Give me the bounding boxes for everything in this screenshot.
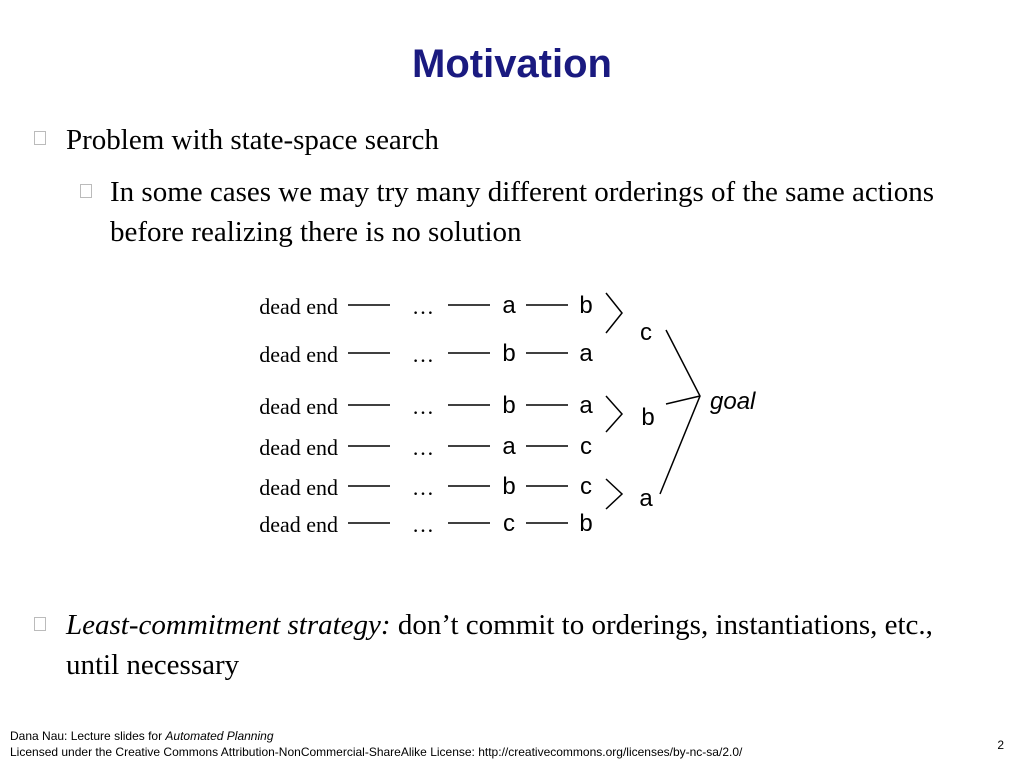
action-label-first: b [502, 473, 516, 500]
bullet-text [66, 605, 934, 685]
merge-label-a: a [639, 485, 653, 512]
bullet-marker-icon [34, 617, 46, 631]
page-number: 2 [997, 738, 1004, 752]
dead-end-label: dead end [259, 512, 338, 537]
footer [10, 728, 742, 760]
ellipsis-label: … [412, 342, 434, 367]
goal-connector [660, 330, 700, 494]
dead-end-label: dead end [259, 394, 338, 419]
dead-end-label: dead end [259, 475, 338, 500]
action-label-second: c [580, 473, 592, 500]
merge-label-b: b [641, 404, 655, 431]
action-label-first: c [503, 510, 515, 537]
goal-connector [666, 396, 700, 404]
ellipsis-label: … [412, 394, 434, 419]
action-label-second: b [579, 292, 593, 319]
goal-label: goal [710, 388, 756, 415]
action-label-second: a [579, 340, 593, 367]
action-label-first: b [502, 392, 516, 419]
bullet-level1-least-commitment [34, 605, 934, 685]
bullet-level2-orderings [80, 172, 1000, 252]
bullet-marker-icon [34, 131, 46, 145]
ellipsis-label: … [412, 512, 434, 537]
book-title: Automated Planning [165, 729, 274, 743]
bullet-marker-icon [80, 184, 92, 198]
slide-title: Motivation [412, 42, 612, 86]
emphasis-text: Least-commitment strategy: [66, 609, 391, 641]
action-label-second: b [579, 510, 593, 537]
merge-bracket [606, 479, 622, 509]
bullet-text: In some cases we may try many different orderings of the same actions before realizing there is no solution [110, 176, 935, 248]
ellipsis-label: … [412, 294, 434, 319]
ellipsis-label: … [412, 435, 434, 460]
dead-end-label: dead end [259, 294, 338, 319]
action-label-second: a [579, 392, 593, 419]
ellipsis-label: … [412, 475, 434, 500]
action-label-first: b [502, 340, 516, 367]
dead-end-label: dead end [259, 342, 338, 367]
action-label-second: c [580, 433, 592, 460]
action-label-first: a [502, 292, 516, 319]
action-label-first: a [502, 433, 516, 460]
bullet-level1-problem [34, 122, 439, 158]
bullet-text: Problem with state-space search [66, 124, 439, 156]
merge-bracket [606, 293, 622, 333]
merge-bracket [606, 396, 622, 432]
footer-line1: Dana Nau: Lecture slides for Automated Planning [10, 729, 274, 743]
bullet-text-rest: don’t commit to orderings, instantiations, etc., until necessary [66, 609, 933, 681]
footer-license: Licensed under the Creative Commons Attribution-NonCommercial-ShareAlike License: http://creativecommons.org/licenses/by-nc-sa/2.0/ [10, 745, 743, 759]
merge-label-c: c [640, 319, 652, 346]
dead-end-label: dead end [259, 435, 338, 460]
